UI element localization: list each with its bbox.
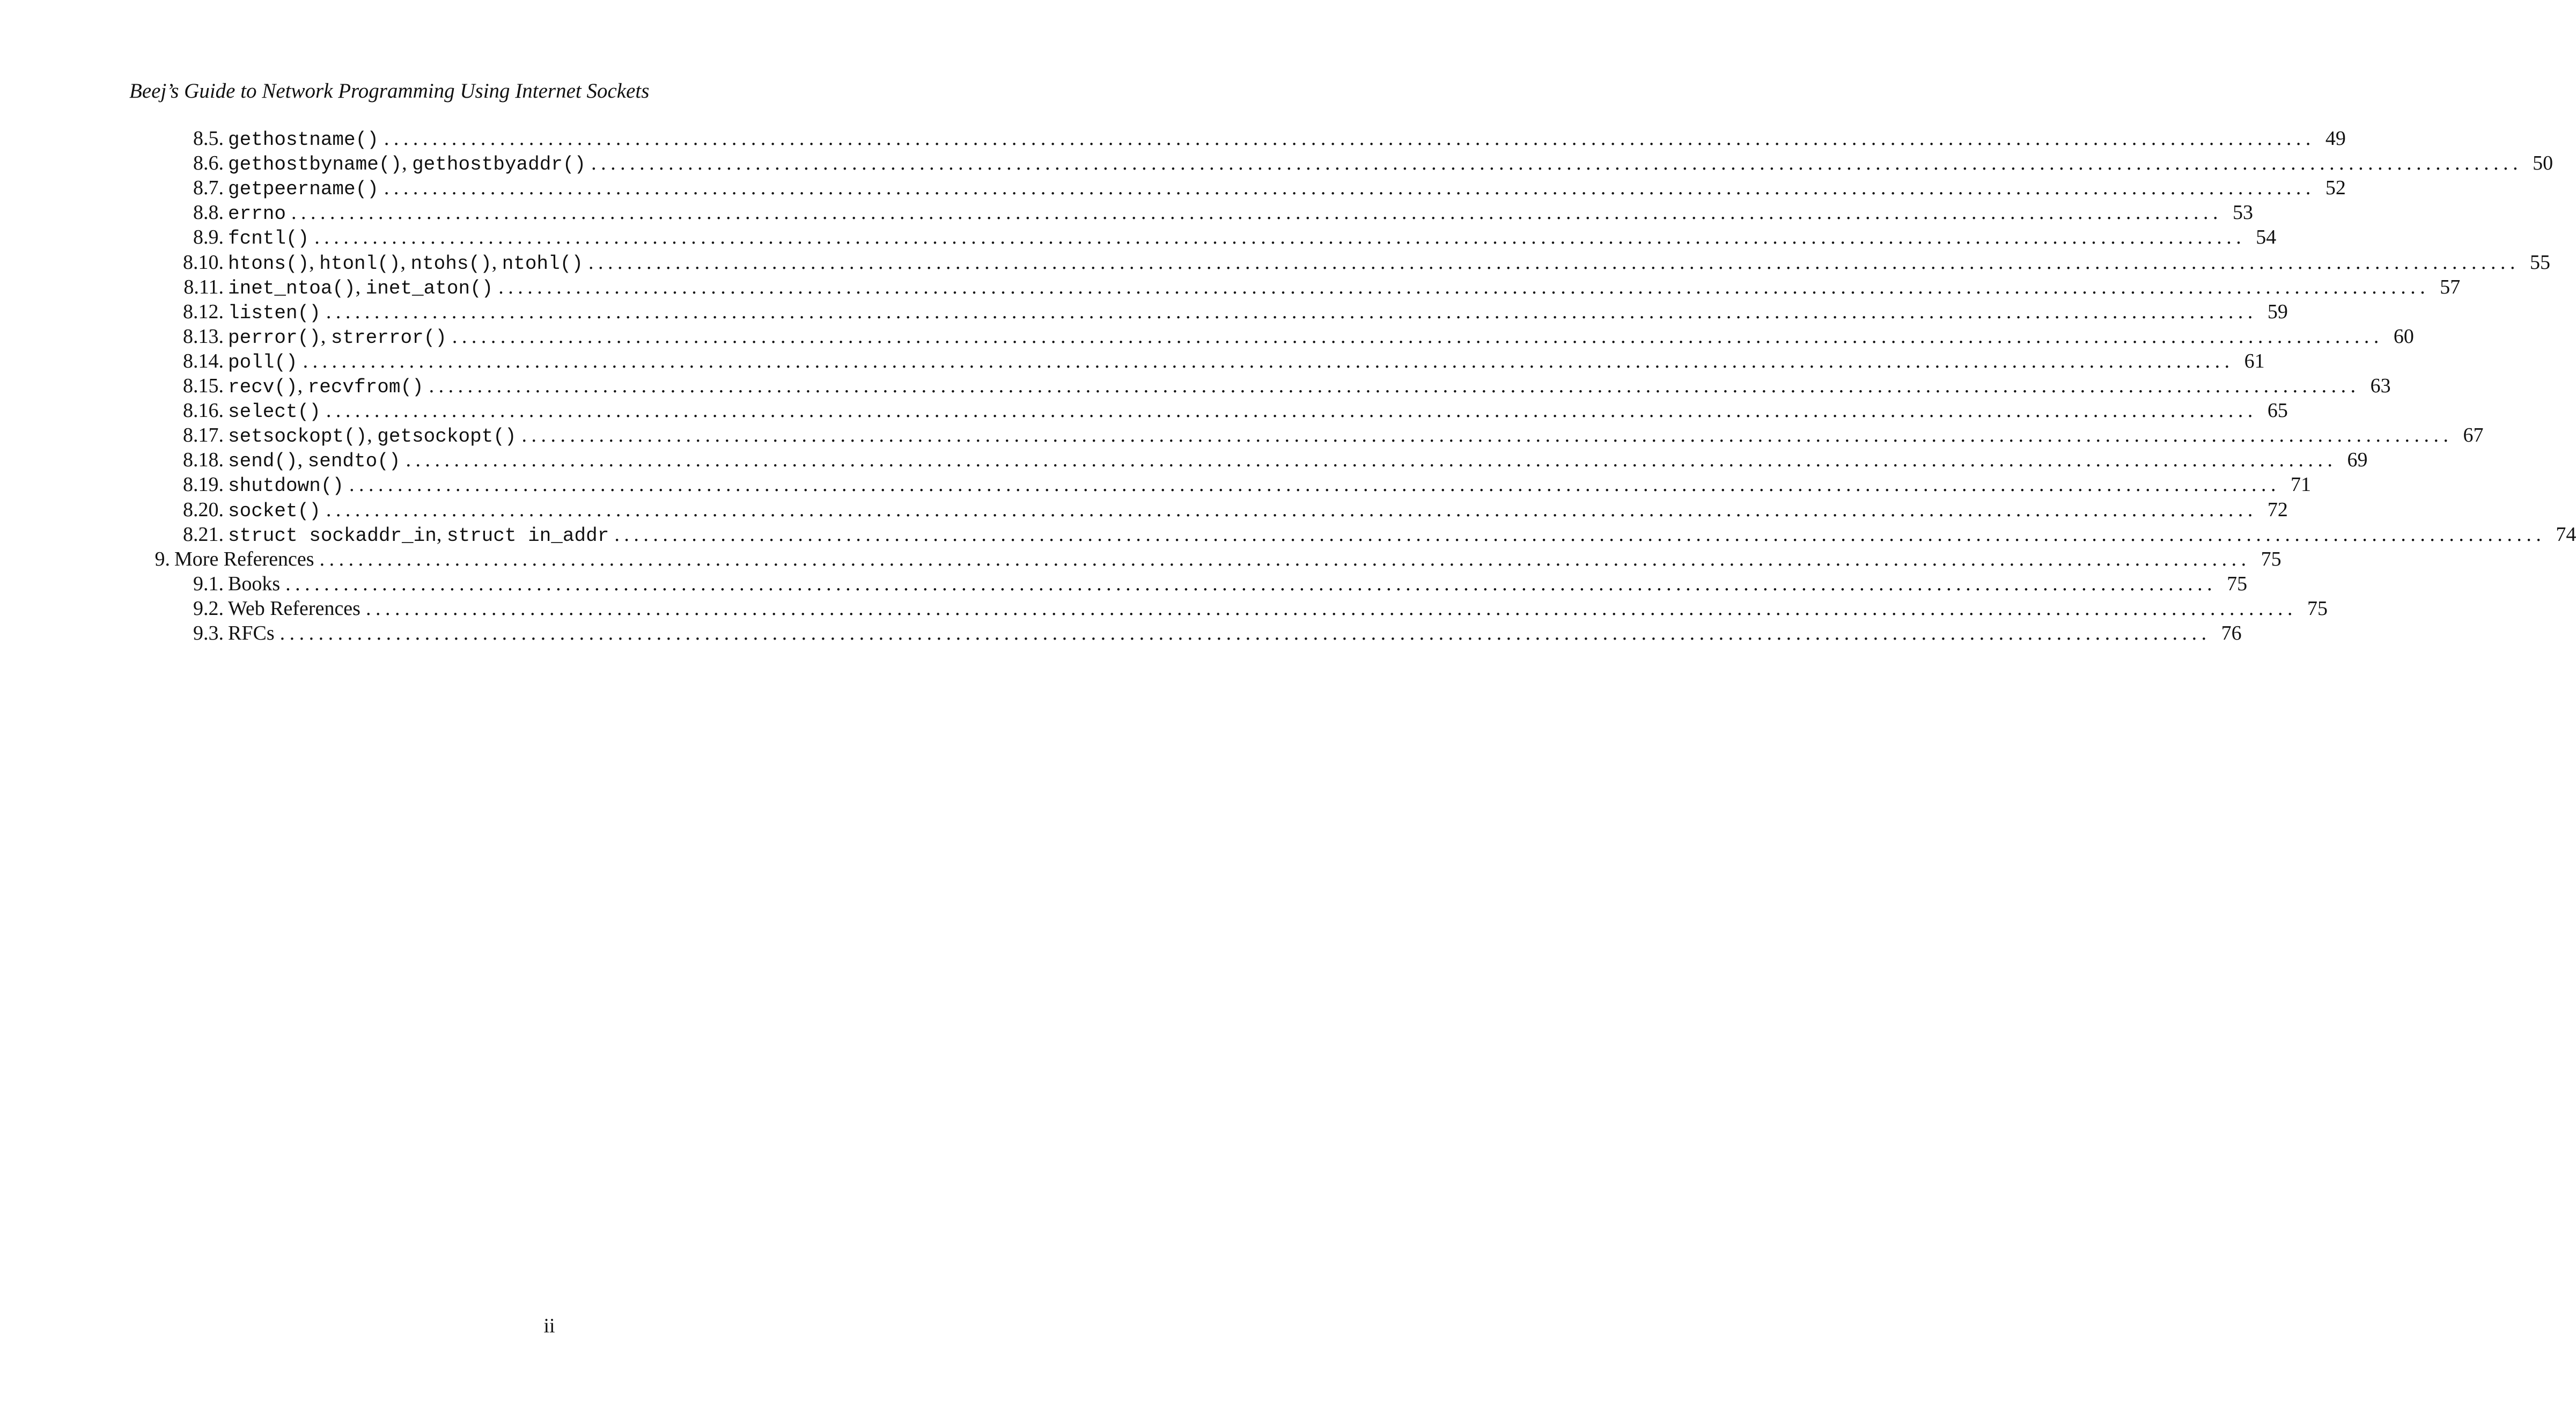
toc-title-text: , bbox=[436, 523, 447, 546]
toc-entry[interactable] bbox=[0, 398, 2288, 423]
toc-entry-page: 53 bbox=[2233, 201, 2254, 224]
toc-entry[interactable] bbox=[0, 324, 2414, 349]
toc-title-code: select() bbox=[228, 401, 321, 423]
toc-title-code: htonl() bbox=[319, 252, 401, 275]
toc-entry-number: 8.16. bbox=[183, 399, 224, 422]
toc-entry-number: 8.20. bbox=[183, 498, 224, 521]
toc-entry[interactable] bbox=[0, 151, 2553, 176]
toc-title-text: RFCs bbox=[228, 622, 275, 644]
toc-entry[interactable] bbox=[0, 299, 2288, 324]
toc-entry-number: 8.6. bbox=[193, 152, 224, 175]
toc-title-code: gethostname() bbox=[228, 129, 379, 151]
dot-leader: ........................................................................................................................................................................................................ bbox=[291, 201, 2223, 224]
toc-entry-number: 8.9. bbox=[193, 226, 224, 249]
toc-entry-title bbox=[224, 151, 586, 177]
toc-entry-number: 9.1. bbox=[193, 572, 224, 595]
dot-leader: ........................................................................................................................................................................................................ bbox=[384, 177, 2315, 200]
toc-entry[interactable] bbox=[0, 621, 2242, 646]
toc-title-code: htons() bbox=[228, 252, 310, 275]
page-number: ii bbox=[543, 1315, 555, 1337]
toc-title-text: , bbox=[400, 251, 411, 274]
toc-entry-number: 8.18. bbox=[183, 449, 224, 472]
toc-title-code: struct in_addr bbox=[446, 524, 609, 547]
dot-leader: ........................................................................................................................................................................................................ bbox=[326, 498, 2257, 521]
toc-title-text: Web References bbox=[228, 597, 360, 620]
toc-title-text: , bbox=[355, 275, 366, 298]
toc-entry-title bbox=[224, 225, 309, 251]
dot-leader: ........................................................................................................................................................................................................ bbox=[591, 152, 2523, 175]
toc-entry-page: 54 bbox=[2256, 226, 2277, 249]
toc-entry-title bbox=[224, 200, 286, 226]
dot-leader: ........................................................................................................................................................................................................ bbox=[279, 622, 2211, 644]
toc-entry-title bbox=[224, 596, 360, 621]
dot-leader: ........................................................................................................................................................................................................ bbox=[384, 127, 2315, 150]
toc-entry[interactable] bbox=[0, 225, 2277, 250]
toc-entry-page: 63 bbox=[2370, 375, 2391, 397]
toc-entry-page: 69 bbox=[2347, 449, 2368, 472]
toc-entry[interactable] bbox=[0, 522, 2576, 547]
toc-title-code: getsockopt() bbox=[377, 426, 517, 448]
toc-title-code: poll() bbox=[228, 351, 298, 373]
toc-title-text: More References bbox=[174, 547, 314, 570]
toc-entry-page: 72 bbox=[2267, 498, 2288, 521]
dot-leader: ........................................................................................................................................................................................................ bbox=[326, 300, 2257, 323]
running-head: Beej’s Guide to Network Programming Using Internet Sockets bbox=[129, 79, 650, 102]
toc-entry-title bbox=[224, 275, 493, 301]
toc-entry-page: 76 bbox=[2221, 622, 2242, 644]
toc-title-code: recvfrom() bbox=[307, 376, 424, 398]
toc-entry-number: 8.11. bbox=[183, 275, 224, 298]
toc-entry-title bbox=[170, 547, 314, 571]
toc-entry-number: 8.13. bbox=[183, 325, 224, 348]
dot-leader: ........................................................................................................................................................................................................ bbox=[303, 349, 2234, 372]
dot-leader: ........................................................................................................................................................................................................ bbox=[319, 547, 2251, 570]
toc-title-text: , bbox=[309, 251, 320, 274]
toc-entry-page: 50 bbox=[2533, 152, 2553, 175]
toc-entry-number: 8.8. bbox=[193, 201, 224, 224]
toc-title-text: , bbox=[402, 152, 413, 175]
toc-title-code: inet_aton() bbox=[365, 277, 494, 299]
toc-entry-number: 9.3. bbox=[193, 622, 224, 644]
toc-entry-page: 67 bbox=[2463, 424, 2484, 447]
toc-title-code: send() bbox=[228, 450, 298, 473]
dot-leader: ........................................................................................................................................................................................................ bbox=[614, 523, 2546, 546]
toc-entry[interactable] bbox=[0, 547, 2281, 571]
dot-leader: ........................................................................................................................................................................................................ bbox=[429, 375, 2360, 397]
toc-title-code: shutdown() bbox=[228, 475, 344, 497]
toc-title-code: listen() bbox=[228, 302, 321, 324]
toc-entry-number: 8.7. bbox=[193, 177, 224, 200]
toc-title-code: gethostbyaddr() bbox=[412, 153, 586, 176]
toc-entry-page: 49 bbox=[2325, 127, 2346, 150]
toc-title-code: gethostbyname() bbox=[228, 153, 402, 176]
toc-entry[interactable] bbox=[0, 275, 2461, 299]
toc-entry-page: 55 bbox=[2529, 251, 2550, 274]
dot-leader: ........................................................................................................................................................................................................ bbox=[406, 449, 2337, 472]
toc-title-code: inet_ntoa() bbox=[228, 277, 356, 299]
toc-title-text: , bbox=[297, 449, 308, 472]
dot-leader: ........................................................................................................................................................................................................ bbox=[326, 399, 2257, 422]
toc-entry-page: 71 bbox=[2291, 473, 2312, 496]
dot-leader: ........................................................................................................................................................................................................ bbox=[314, 226, 2246, 249]
toc-entry-title bbox=[224, 250, 583, 276]
toc-entry[interactable] bbox=[0, 126, 2346, 151]
toc-entry-number: 8.5. bbox=[193, 127, 224, 150]
toc-entry-page: 60 bbox=[2393, 325, 2414, 348]
toc-entry-page: 61 bbox=[2244, 349, 2265, 372]
toc-entry[interactable] bbox=[0, 423, 2484, 448]
dot-leader: ........................................................................................................................................................................................................ bbox=[521, 424, 2453, 447]
toc-title-code: setsockopt() bbox=[228, 426, 367, 448]
toc-title-text: Books bbox=[228, 572, 281, 595]
toc-entry[interactable] bbox=[0, 373, 2391, 398]
toc-title-code: sendto() bbox=[307, 450, 401, 473]
toc-entry-title bbox=[224, 349, 298, 375]
toc-entry-title bbox=[224, 423, 517, 449]
dot-leader: ........................................................................................................................................................................................................ bbox=[365, 597, 2297, 620]
toc-entry[interactable] bbox=[0, 349, 2265, 373]
toc-entry-page: 57 bbox=[2440, 275, 2461, 298]
toc-entry-title bbox=[224, 497, 321, 524]
toc-entry-number: 9.2. bbox=[193, 597, 224, 620]
toc-title-code: getpeername() bbox=[228, 178, 379, 201]
toc-entry-page: 74 bbox=[2556, 523, 2576, 546]
toc-entry[interactable] bbox=[0, 497, 2288, 522]
toc-entry-title bbox=[224, 398, 321, 424]
toc-entry-number: 8.21. bbox=[183, 523, 224, 546]
toc-entry-title bbox=[224, 373, 424, 400]
toc-title-code: struct sockaddr_in bbox=[228, 524, 437, 547]
dot-leader: ........................................................................................................................................................................................................ bbox=[349, 473, 2281, 496]
toc-entry-number: 8.17. bbox=[183, 424, 224, 447]
toc-entry-title bbox=[224, 448, 400, 474]
toc-title-text: , bbox=[320, 325, 331, 348]
toc-title-code: ntohl() bbox=[502, 252, 583, 275]
toc-title-code: recv() bbox=[228, 376, 298, 398]
toc-title-text: , bbox=[367, 424, 378, 447]
dot-leader: ........................................................................................................................................................................................................ bbox=[588, 251, 2520, 274]
toc-entry-number: 8.15. bbox=[183, 375, 224, 397]
toc-entry-page: 75 bbox=[2307, 597, 2328, 620]
toc-entry-page: 52 bbox=[2325, 177, 2346, 200]
dot-leader: ........................................................................................................................................................................................................ bbox=[452, 325, 2383, 348]
toc-entry-number: 8.10. bbox=[183, 251, 224, 274]
toc-entry[interactable] bbox=[0, 448, 2368, 473]
toc-entry[interactable] bbox=[0, 175, 2346, 201]
toc-entry-page: 75 bbox=[2227, 572, 2248, 595]
toc-title-code: ntohs() bbox=[410, 252, 492, 275]
toc-entry[interactable] bbox=[0, 571, 2248, 596]
toc-entry[interactable] bbox=[0, 250, 2550, 275]
toc-entry-number: 9. bbox=[154, 547, 170, 570]
toc-title-code: fcntl() bbox=[228, 228, 310, 250]
toc-title-code: errno bbox=[228, 203, 286, 225]
toc-title-code: strerror() bbox=[330, 326, 447, 349]
toc-entry-title bbox=[224, 126, 379, 152]
toc-entry-title bbox=[224, 571, 280, 596]
toc-entry-page: 75 bbox=[2261, 547, 2281, 570]
toc-entry-title bbox=[224, 472, 344, 499]
toc-entry-number: 8.19. bbox=[183, 473, 224, 496]
toc-entry-number: 8.12. bbox=[183, 300, 224, 323]
toc-entry-page: 59 bbox=[2267, 300, 2288, 323]
toc-title-text: , bbox=[491, 251, 502, 274]
toc-entry-title bbox=[224, 299, 321, 326]
dot-leader: ........................................................................................................................................................................................................ bbox=[498, 275, 2430, 298]
toc-entry-page: 65 bbox=[2267, 399, 2288, 422]
toc-title-code: perror() bbox=[228, 326, 321, 349]
toc-title-code: socket() bbox=[228, 500, 321, 522]
toc-title-text: , bbox=[297, 375, 308, 397]
dot-leader: ........................................................................................................................................................................................................ bbox=[285, 572, 2217, 595]
toc-entry-title bbox=[224, 324, 447, 350]
toc-entry-number: 8.14. bbox=[183, 349, 224, 372]
toc-entry-title bbox=[224, 522, 609, 548]
toc-entry-title bbox=[224, 621, 275, 646]
toc-entry[interactable] bbox=[0, 596, 2328, 621]
toc-entry-title bbox=[224, 175, 379, 202]
toc-entry[interactable] bbox=[0, 200, 2254, 225]
toc-entry[interactable] bbox=[0, 472, 2312, 497]
